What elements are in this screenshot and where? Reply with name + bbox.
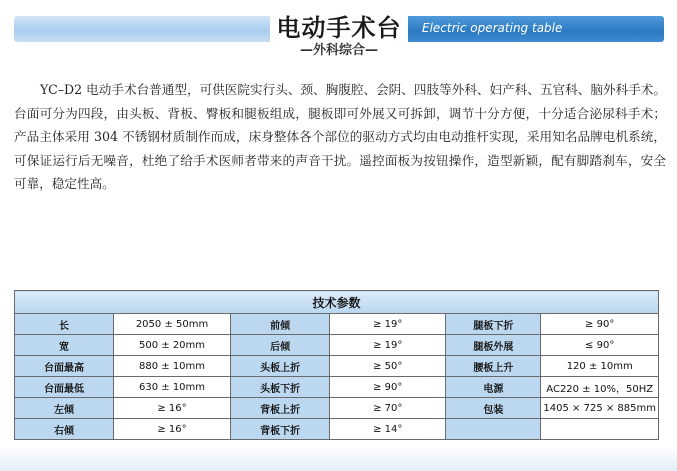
spec-value: ≥ 50° — [330, 356, 446, 377]
spec-row — [15, 356, 659, 377]
spec-row — [15, 335, 659, 356]
spec-value: ≥ 90° — [541, 314, 659, 335]
spec-value: ≥ 16° — [113, 398, 230, 419]
spec-row — [15, 377, 659, 398]
spec-value: ≥ 90° — [330, 377, 446, 398]
spec-value: ≥ 14° — [330, 419, 446, 440]
spec-value: 630 ± 10mm — [113, 377, 230, 398]
spec-table-title-row — [15, 291, 659, 314]
spec-value: 1405 × 725 × 885mm — [541, 398, 659, 419]
spec-value: ≥ 19° — [330, 314, 446, 335]
spec-value: ≥ 70° — [330, 398, 446, 419]
spec-row — [15, 419, 659, 440]
spec-value: 120 ± 10mm — [541, 356, 659, 377]
spec-value: ≥ 19° — [330, 335, 446, 356]
spec-value: AC220 ± 10%，50HZ — [541, 377, 659, 398]
spec-label: 台面最高 — [15, 356, 114, 377]
spec-label: 头板下折 — [231, 377, 330, 398]
spec-label: 前倾 — [231, 314, 330, 335]
spec-label: 腿板外展 — [446, 335, 541, 356]
page-title: 电动手术台 — [276, 14, 402, 42]
spec-label: 电源 — [446, 377, 541, 398]
spec-label: 腿板下折 — [446, 314, 541, 335]
spec-label: 包装 — [446, 398, 541, 419]
spec-label: 头板上折 — [231, 356, 330, 377]
spec-table-title: 技术参数 — [15, 291, 659, 314]
spec-label — [446, 419, 541, 440]
page-footer-gradient — [0, 446, 677, 471]
spec-value: 500 ± 20mm — [113, 335, 230, 356]
spec-value: 880 ± 10mm — [113, 356, 230, 377]
spec-label: 背板下折 — [231, 419, 330, 440]
spec-row — [15, 398, 659, 419]
spec-value: ≤ 90° — [541, 335, 659, 356]
english-title: Electric operating table — [422, 21, 563, 35]
spec-row — [15, 314, 659, 335]
spec-value: ≥ 16° — [113, 419, 230, 440]
product-description: YC–D2 电动手术台普通型，可供医院实行头、颈、胸腹腔、会阴、四肢等外科、妇产科、五官科、脑外科手术。台面可分为四段，由头板、背板、臀板和腿板组成，腿板即可外展又可拆卸，调节十分方便，十分适合泌尿科手术；产品主体采用 304 不锈钢材质制作而成，床身整体各个部位的驱动方式均由电动推杆实现，采用知名品牌电机系统，可保证运行后无噪音，杜绝了给手术医师者带来的声音干扰。遥控面板为按钮操作，造型新颖，配有脚踏刹车，安全可靠，稳定性高。 — [14, 82, 666, 191]
spec-table — [14, 290, 659, 440]
spec-label: 背板上折 — [231, 398, 330, 419]
spec-label: 腰板上升 — [446, 356, 541, 377]
spec-label: 台面最低 — [15, 377, 114, 398]
spec-label: 后倾 — [231, 335, 330, 356]
spec-value: 2050 ± 50mm — [113, 314, 230, 335]
spec-value — [541, 419, 659, 440]
spec-label: 长 — [15, 314, 114, 335]
spec-label: 左倾 — [15, 398, 114, 419]
spec-label: 右倾 — [15, 419, 114, 440]
page-subtitle: —外科综合— — [299, 43, 378, 58]
spec-label: 宽 — [15, 335, 114, 356]
header-bar-right — [408, 16, 664, 42]
header-bar-left — [14, 16, 270, 42]
